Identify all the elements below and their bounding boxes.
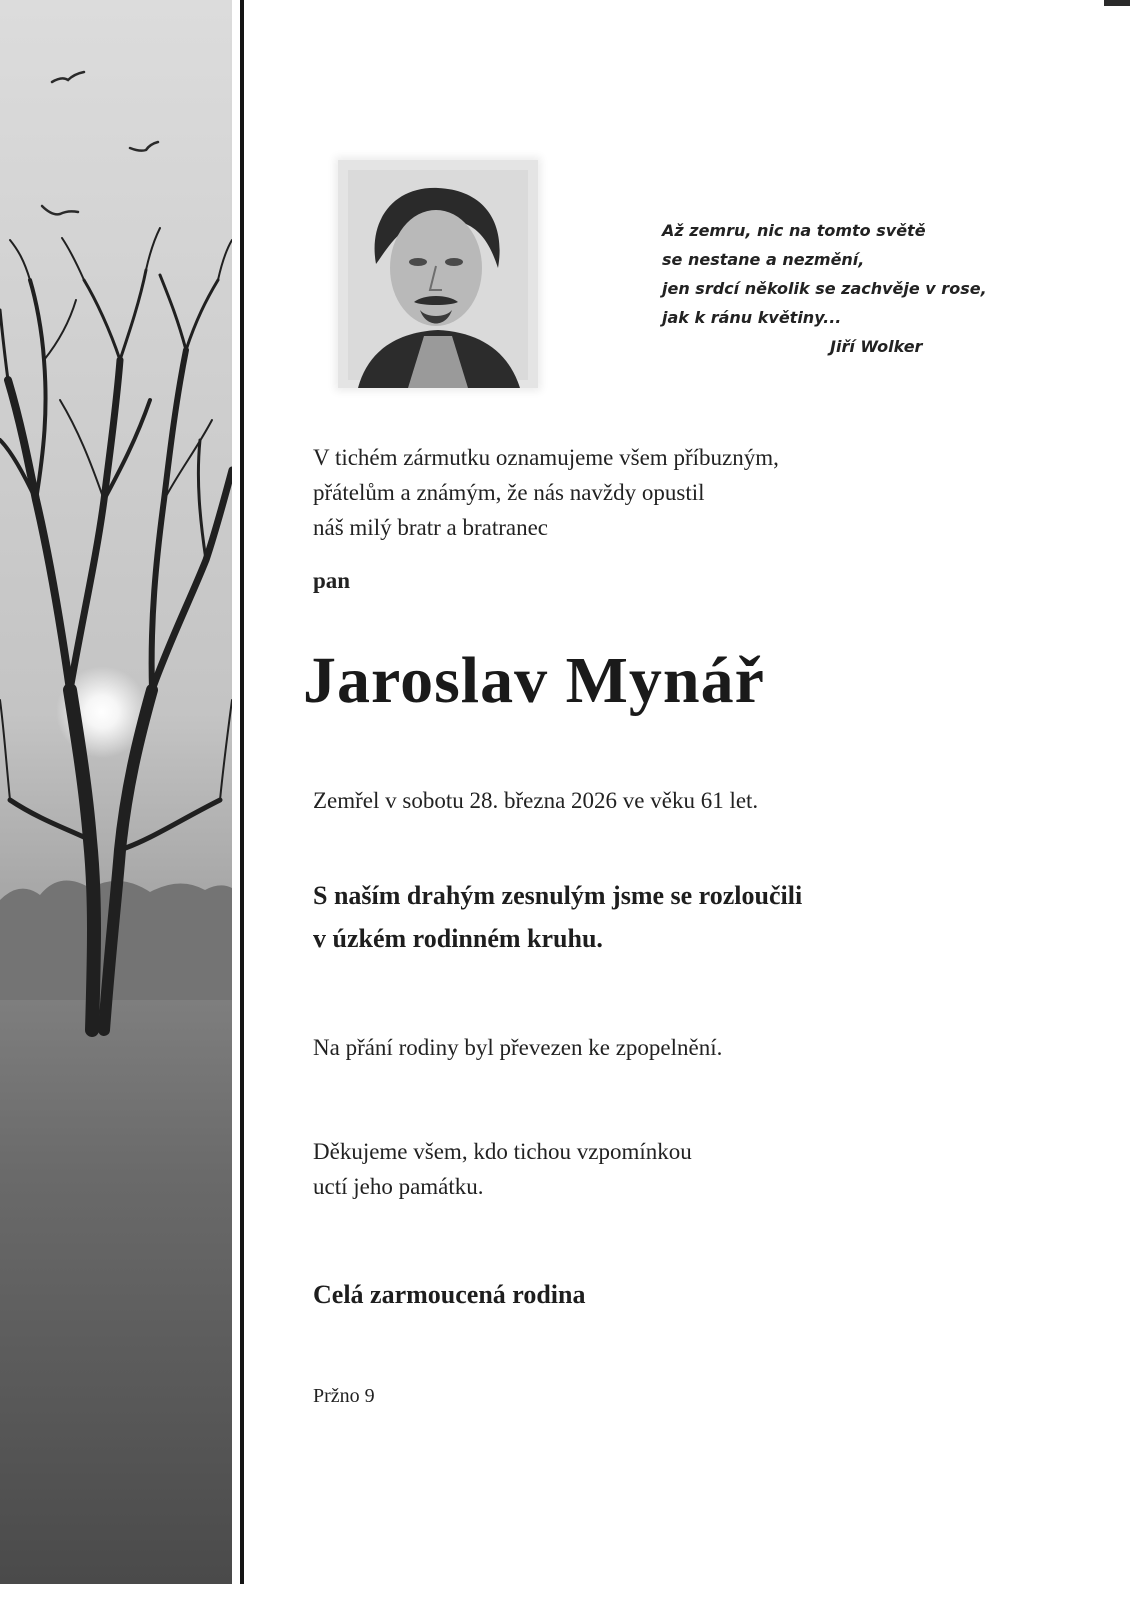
farewell-notice: [313, 874, 802, 960]
tree-landscape-image: [0, 0, 232, 1584]
farewell-line: v úzkém rodinném kruhu.: [313, 924, 603, 953]
corner-mark: [1104, 0, 1130, 6]
farewell-line: S naším drahým zesnulým jsme se rozloučili: [313, 881, 803, 910]
vertical-divider: [240, 0, 244, 1584]
cremation-line: Na přání rodiny byl převezen ke zpopelnění.: [313, 1035, 723, 1060]
intro-line: přátelům a známým, že nás navždy opustil: [313, 480, 705, 505]
decorative-tree-panel: [0, 0, 232, 1584]
quote-line: jen srdcí několik se zachvěje v rose,: [662, 279, 987, 298]
quote-author: Jiří Wolker: [830, 337, 923, 356]
intro-line: náš milý bratr a bratranec: [313, 515, 548, 540]
deceased-portrait-photo: [338, 160, 538, 388]
thanks-line: uctí jeho památku.: [313, 1174, 484, 1199]
quote-line: jak k ránu květiny...: [662, 308, 842, 327]
intro-line: V tichém zármutku oznamujeme všem příbuzným,: [313, 445, 779, 470]
cremation-notice: [313, 1030, 722, 1065]
death-date-text: [313, 783, 758, 818]
thanks-notice: [313, 1134, 692, 1204]
thanks-line: Děkujeme všem, kdo tichou vzpomínkou: [313, 1139, 692, 1164]
family-signature: Celá zarmoucená rodina: [313, 1280, 586, 1309]
announcement-intro: [313, 440, 779, 545]
deceased-name: Jaroslav Mynář: [303, 644, 765, 717]
quote-line: se nestane a nezmění,: [662, 250, 865, 269]
honorific: pan: [313, 568, 351, 593]
quote-line: Až zemru, nic na tomto světě: [662, 221, 926, 240]
address: Pržno 9: [313, 1385, 375, 1407]
poem-quote: [662, 216, 1102, 361]
death-date-line: Zemřel v sobotu 28. března 2026 ve věku 61 let.: [313, 788, 759, 813]
